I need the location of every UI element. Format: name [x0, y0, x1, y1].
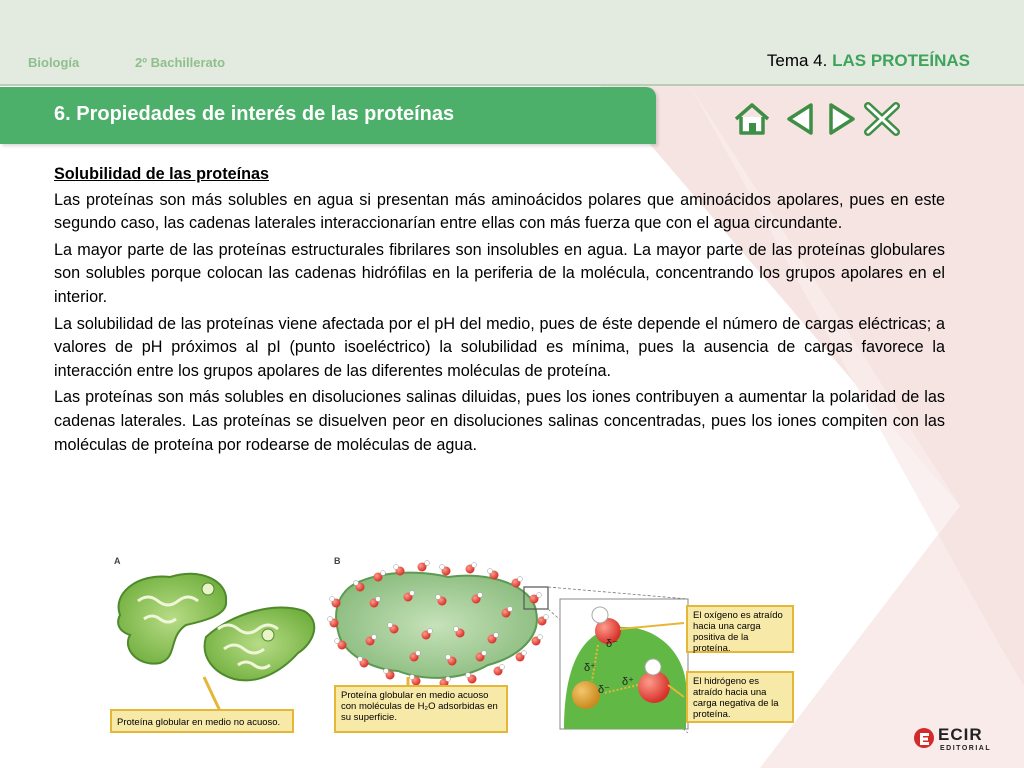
paragraph: Las proteínas son más solubles en agua si presentan más aminoácidos polares que aminoácidos apolares, pues en este segundo caso, las cadenas laterales interaccionarían entre ellas con más fuerza que con el agua circundante.: [54, 190, 945, 233]
home-icon: [734, 102, 770, 136]
panel-a-protein: [118, 574, 314, 711]
section-title: 6. Propiedades de interés de las proteínas: [54, 103, 455, 125]
subject-label: Biología: [28, 55, 80, 70]
zoom-panel: [560, 599, 688, 729]
close-button[interactable]: [864, 102, 900, 136]
panel-a-label: A: [114, 556, 121, 566]
callout-hydrogen: El hidrógeno es atraído hacia una carga negativa de la proteína.: [686, 671, 794, 723]
protein-solubility-figure: [108, 553, 800, 736]
content-heading: Solubilidad de las proteínas: [54, 165, 269, 183]
paragraph: La mayor parte de las proteínas estructurales fibrilares son insolubles en agua. La mayor parte de las proteínas globulares son solubles porque colocan las cadenas hidrófilas en la periferia de la molécula, concentrando los grupos apolares en el interior.: [54, 240, 945, 306]
delta-minus-label: δ⁻: [606, 638, 618, 650]
topic-prefix: Tema 4.: [766, 51, 828, 70]
home-button[interactable]: [734, 102, 770, 136]
x-close-icon: [864, 102, 900, 136]
svg-text:ECIR: ECIR: [938, 725, 983, 744]
topic-title: [767, 51, 970, 71]
svg-text:EDITORIAL: EDITORIAL: [940, 745, 992, 752]
main-content: [54, 163, 945, 460]
paragraph: Las proteínas son más solubles en disoluciones salinas diluidas, pues los iones contribuyen a aumentar la polaridad de las cadenas laterales. Las proteínas se disuelven peor en disoluciones salinas concentradas, pues los iones compiten con las moléculas de proteína por rodearse de moléculas de agua.: [54, 388, 945, 454]
triangle-right-icon: [827, 102, 857, 136]
ecir-logo-mark: [912, 722, 1004, 754]
topic-name: LAS PROTEÍNAS: [832, 51, 970, 70]
callout-oxygen: El oxígeno es atraído hacia una carga positiva de la proteína.: [686, 605, 794, 653]
next-button[interactable]: [827, 102, 857, 136]
section-title-bar: [0, 87, 656, 144]
delta-minus-label: δ⁻: [598, 684, 610, 696]
paragraph: La solubilidad de las proteínas viene afectada por el pH del medio, pues de éste depende el número de cargas eléctricas; a valores de pH próximos al pI (punto isoeléctrico) la solubilidad es mínima, pues la ausencia de cargas favorece la interacción entre los grupos apolares de las diferentes moléculas de proteína.: [54, 314, 945, 380]
callout-aqueous: Proteína globular en medio acuoso con moléculas de H₂O adsorbidas en su superficie.: [334, 685, 508, 733]
previous-button[interactable]: [785, 102, 815, 136]
header-band: [0, 0, 1024, 86]
delta-plus-label: δ⁺: [622, 676, 634, 688]
callout-non-aqueous: Proteína globular en medio no acuoso.: [110, 709, 294, 733]
ecir-logo: [912, 722, 1004, 754]
panel-b-label: B: [334, 556, 341, 566]
delta-plus-label: δ⁺: [584, 662, 596, 674]
level-label: 2º Bachillerato: [135, 55, 226, 70]
triangle-left-icon: [785, 102, 815, 136]
